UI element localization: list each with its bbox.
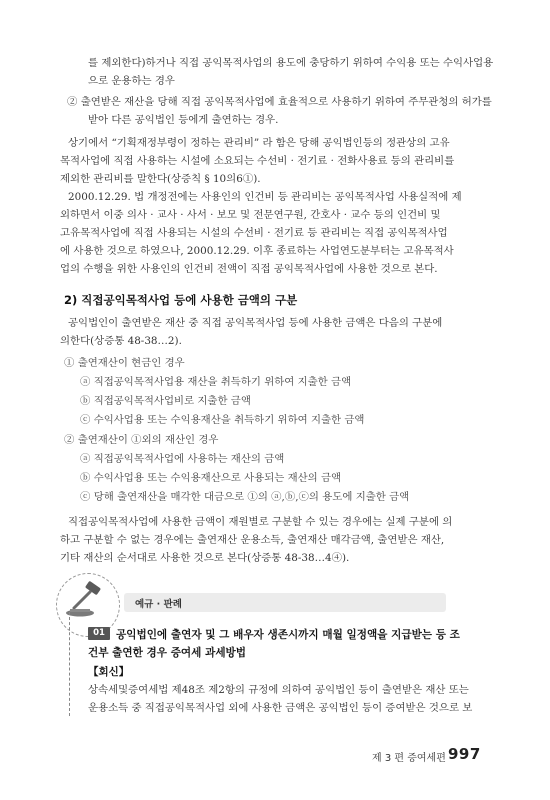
paragraph-line: 목적사업에 직접 사용하는 시설에 소요되는 수선비 · 전기료 · 전화사용료 등의 관리비를 [60,155,455,167]
paragraph-line: 제외한 관리비를 말한다(상증칙 § 10의6①). [60,173,261,185]
body-line: 으로 운용하는 경우 [88,75,175,87]
body-line: 받아 다른 공익법인 등에게 출연하는 경우. [88,114,279,126]
case-title: 건부 출연한 경우 증여세 과세방법 [88,647,247,659]
paragraph-line: 의한다(상증통 48-38…2). [60,335,182,347]
example-tab-label: 예규 · 판례 [135,599,182,610]
divider [69,612,70,716]
paragraph-line: 2000.12.29. 법 개정전에는 사용인의 인건비 등 관리비는 공익목적사업 사용실적에 제 [68,191,462,203]
case-body-line: 운용소득 중 직접공익목적사업 외에 사용한 금액은 공익법인 등이 증여받은 것으로 보 [88,702,473,714]
body-line: 를 제외한다)하거나 직접 공익목적사업의 용도에 충당하기 위하여 수익용 또는 수익사업용 [88,57,494,69]
paragraph-line: 직접공익목적사업에 사용한 금액이 재원별로 구분할 수 있는 경우에는 실제 구분에 의 [68,516,453,528]
paragraph-line: 에 사용한 것으로 하였으나, 2000.12.29. 이후 종료하는 사업연도분부터는 고유목적사 [60,245,454,257]
paragraph-line: 공익법인이 출연받은 재산 중 직접 공익목적사업 등에 사용한 금액은 다음의 구분에 [68,317,443,329]
case-number-badge: 01 [88,627,110,640]
paragraph-line: 업의 수행을 위한 사용인의 인건비 전액이 직접 공익목적사업에 사용한 것으로 본다. [60,263,438,275]
paragraph-line: 하고 구분할 수 없는 경우에는 출연재산 운용소득, 출연재산 매각금액, 출연받은 재산, [60,534,445,546]
list-subitem: ⓒ 수익사업용 또는 수익용재산을 취득하기 위하여 지출한 금액 [80,414,365,426]
list-item: ② 출연재산이 ①외의 재산인 경우 [64,434,219,446]
paragraph-line: 외하면서 이중 의사 · 교사 · 사서 · 보모 및 전문연구원, 간호사 · 교수 등의 인건비 및 [60,209,441,221]
paragraph-line: 고유목적사업에 직접 사용되는 시설의 수선비 · 전기료 등 관리비는 직접 공익목적사업 [60,227,448,239]
list-subitem: ⓐ 직접공익목적사업에 사용하는 재산의 금액 [80,453,285,465]
list-subitem: ⓑ 수익사업용 또는 수익용재산으로 사용되는 재산의 금액 [80,472,342,484]
list-subitem: ⓒ 당해 출연재산을 매각한 대금으로 ①의 ⓐ,ⓑ,ⓒ의 용도에 지출한 금액 [80,491,410,503]
list-subitem: ⓑ 직접공익목적사업비로 지출한 금액 [80,395,251,407]
case-title: 공익법인에 출연자 및 그 배우자 생존시까지 매월 일정액을 지급받는 등 조 [116,629,460,641]
paragraph-line: 상기에서 “기획재정부령이 정하는 관리비” 라 함은 당해 공익법인등의 정관상의 고유 [68,137,450,149]
case-reply-tag: 【회신】 [88,666,130,678]
list-item: ① 출연재산이 현금인 경우 [64,357,185,369]
paragraph-line: 기타 재산의 순서대로 사용한 것으로 본다(상증통 48-38…4④). [60,552,350,564]
body-line: ② 출연받은 재산을 당해 직접 공익목적사업에 효율적으로 사용하기 위하여 주무관청의 허가를 [67,96,492,108]
case-body-line: 상속세및증여세법 제48조 제2항의 규정에 의하여 공익법인 등이 출연받은 재산 또는 [88,684,469,696]
list-subitem: ⓐ 직접공익목적사업용 재산을 취득하기 위하여 지출한 금액 [80,376,352,388]
page-number: 997 [448,745,481,763]
section-heading: 2) 직접공익목적사업 등에 사용한 금액의 구분 [64,293,298,307]
footer-section-label: 제 3 편 증여세편 [372,753,446,764]
